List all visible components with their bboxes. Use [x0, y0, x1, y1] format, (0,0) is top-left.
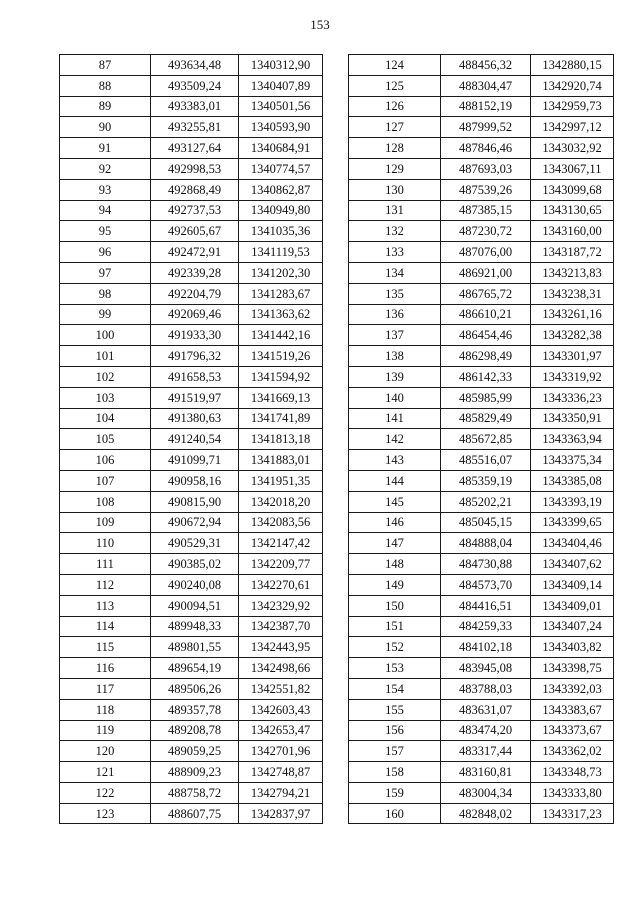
y-coordinate-cell: 1343348,73	[531, 762, 614, 783]
table-row	[349, 782, 614, 803]
point-number-cell: 156	[349, 720, 441, 741]
x-coordinate-cell: 490815,90	[151, 491, 239, 512]
point-number-cell: 136	[349, 304, 441, 325]
y-coordinate-cell: 1343350,91	[531, 408, 614, 429]
table-row	[60, 595, 323, 616]
point-number-cell: 96	[60, 242, 151, 263]
y-coordinate-cell: 1340774,57	[239, 158, 323, 179]
y-coordinate-cell: 1343282,38	[531, 325, 614, 346]
table-row	[349, 470, 614, 491]
x-coordinate-cell: 492339,28	[151, 262, 239, 283]
point-number-cell: 124	[349, 55, 441, 76]
point-number-cell: 140	[349, 387, 441, 408]
point-number-cell: 116	[60, 658, 151, 679]
x-coordinate-cell: 492605,67	[151, 221, 239, 242]
table-row	[349, 366, 614, 387]
table-row	[60, 304, 323, 325]
table-row	[60, 574, 323, 595]
x-coordinate-cell: 491380,63	[151, 408, 239, 429]
table-row	[349, 200, 614, 221]
table-row	[60, 346, 323, 367]
x-coordinate-cell: 493383,01	[151, 96, 239, 117]
table-row	[349, 720, 614, 741]
y-coordinate-cell: 1343362,02	[531, 741, 614, 762]
y-coordinate-cell: 1343187,72	[531, 242, 614, 263]
x-coordinate-cell: 488152,19	[441, 96, 531, 117]
x-coordinate-cell: 483788,03	[441, 678, 531, 699]
x-coordinate-cell: 488456,32	[441, 55, 531, 76]
y-coordinate-cell: 1342018,20	[239, 491, 323, 512]
x-coordinate-cell: 489948,33	[151, 616, 239, 637]
x-coordinate-cell: 484102,18	[441, 637, 531, 658]
table-row	[60, 408, 323, 429]
point-number-cell: 147	[349, 533, 441, 554]
point-number-cell: 150	[349, 595, 441, 616]
y-coordinate-cell: 1341283,67	[239, 283, 323, 304]
x-coordinate-cell: 486142,33	[441, 366, 531, 387]
point-number-cell: 144	[349, 470, 441, 491]
x-coordinate-cell: 485829,49	[441, 408, 531, 429]
y-coordinate-cell: 1343317,23	[531, 803, 614, 824]
table-row	[349, 408, 614, 429]
x-coordinate-cell: 492204,79	[151, 283, 239, 304]
table-row	[349, 574, 614, 595]
y-coordinate-cell: 1341202,30	[239, 262, 323, 283]
table-row	[60, 491, 323, 512]
point-number-cell: 121	[60, 762, 151, 783]
point-number-cell: 93	[60, 179, 151, 200]
table-row	[349, 242, 614, 263]
point-number-cell: 106	[60, 450, 151, 471]
x-coordinate-cell: 488304,47	[441, 75, 531, 96]
table-row	[349, 699, 614, 720]
point-number-cell: 114	[60, 616, 151, 637]
table-row	[349, 221, 614, 242]
x-coordinate-cell: 485516,07	[441, 450, 531, 471]
y-coordinate-cell: 1343160,00	[531, 221, 614, 242]
y-coordinate-cell: 1342603,43	[239, 699, 323, 720]
point-number-cell: 152	[349, 637, 441, 658]
point-number-cell: 160	[349, 803, 441, 824]
x-coordinate-cell: 487539,26	[441, 179, 531, 200]
x-coordinate-cell: 493634,48	[151, 55, 239, 76]
table-row	[349, 75, 614, 96]
x-coordinate-cell: 486921,00	[441, 262, 531, 283]
point-number-cell: 125	[349, 75, 441, 96]
point-number-cell: 95	[60, 221, 151, 242]
x-coordinate-cell: 487693,03	[441, 158, 531, 179]
x-coordinate-cell: 484416,51	[441, 595, 531, 616]
table-row	[60, 242, 323, 263]
y-coordinate-cell: 1342209,77	[239, 554, 323, 575]
point-number-cell: 113	[60, 595, 151, 616]
point-number-cell: 155	[349, 699, 441, 720]
x-coordinate-cell: 489654,19	[151, 658, 239, 679]
x-coordinate-cell: 491933,30	[151, 325, 239, 346]
table-row	[60, 782, 323, 803]
y-coordinate-cell: 1342920,74	[531, 75, 614, 96]
y-coordinate-cell: 1342653,47	[239, 720, 323, 741]
table-row	[349, 346, 614, 367]
y-coordinate-cell: 1343375,34	[531, 450, 614, 471]
x-coordinate-cell: 483945,08	[441, 658, 531, 679]
table-row	[60, 429, 323, 450]
table-row	[60, 803, 323, 824]
y-coordinate-cell: 1343398,75	[531, 658, 614, 679]
x-coordinate-cell: 493509,24	[151, 75, 239, 96]
point-number-cell: 90	[60, 117, 151, 138]
point-number-cell: 134	[349, 262, 441, 283]
table-row	[60, 75, 323, 96]
point-number-cell: 137	[349, 325, 441, 346]
point-number-cell: 146	[349, 512, 441, 533]
point-number-cell: 105	[60, 429, 151, 450]
point-number-cell: 153	[349, 658, 441, 679]
x-coordinate-cell: 487076,00	[441, 242, 531, 263]
point-number-cell: 97	[60, 262, 151, 283]
y-coordinate-cell: 1341951,35	[239, 470, 323, 491]
table-row	[349, 616, 614, 637]
table-row	[349, 491, 614, 512]
x-coordinate-cell: 490958,16	[151, 470, 239, 491]
y-coordinate-cell: 1343409,14	[531, 574, 614, 595]
table-row	[60, 200, 323, 221]
table-row	[349, 117, 614, 138]
point-number-cell: 135	[349, 283, 441, 304]
y-coordinate-cell: 1343067,11	[531, 158, 614, 179]
x-coordinate-cell: 485359,19	[441, 470, 531, 491]
point-number-cell: 103	[60, 387, 151, 408]
y-coordinate-cell: 1343333,80	[531, 782, 614, 803]
table-row	[349, 262, 614, 283]
x-coordinate-cell: 493127,64	[151, 138, 239, 159]
x-coordinate-cell: 492737,53	[151, 200, 239, 221]
table-row	[60, 387, 323, 408]
table-row	[60, 262, 323, 283]
table-row	[60, 450, 323, 471]
x-coordinate-cell: 491796,32	[151, 346, 239, 367]
x-coordinate-cell: 484888,04	[441, 533, 531, 554]
table-row	[60, 616, 323, 637]
y-coordinate-cell: 1340312,90	[239, 55, 323, 76]
table-row	[349, 138, 614, 159]
y-coordinate-cell: 1343238,31	[531, 283, 614, 304]
x-coordinate-cell: 488607,75	[151, 803, 239, 824]
point-number-cell: 98	[60, 283, 151, 304]
x-coordinate-cell: 488909,23	[151, 762, 239, 783]
point-number-cell: 145	[349, 491, 441, 512]
y-coordinate-cell: 1340684,91	[239, 138, 323, 159]
y-coordinate-cell: 1342387,70	[239, 616, 323, 637]
x-coordinate-cell: 485202,21	[441, 491, 531, 512]
point-number-cell: 123	[60, 803, 151, 824]
point-number-cell: 122	[60, 782, 151, 803]
y-coordinate-cell: 1342270,61	[239, 574, 323, 595]
table-row	[60, 221, 323, 242]
y-coordinate-cell: 1342748,87	[239, 762, 323, 783]
x-coordinate-cell: 489208,78	[151, 720, 239, 741]
point-number-cell: 151	[349, 616, 441, 637]
x-coordinate-cell: 491519,97	[151, 387, 239, 408]
y-coordinate-cell: 1340949,80	[239, 200, 323, 221]
y-coordinate-cell: 1343319,92	[531, 366, 614, 387]
x-coordinate-cell: 483317,44	[441, 741, 531, 762]
x-coordinate-cell: 492472,91	[151, 242, 239, 263]
y-coordinate-cell: 1343407,62	[531, 554, 614, 575]
table-row	[349, 304, 614, 325]
y-coordinate-cell: 1343383,67	[531, 699, 614, 720]
x-coordinate-cell: 487385,15	[441, 200, 531, 221]
y-coordinate-cell: 1342329,92	[239, 595, 323, 616]
table-row	[60, 55, 323, 76]
table-row	[349, 450, 614, 471]
coordinates-table-right	[348, 54, 614, 824]
point-number-cell: 138	[349, 346, 441, 367]
point-number-cell: 87	[60, 55, 151, 76]
x-coordinate-cell: 485985,99	[441, 387, 531, 408]
point-number-cell: 127	[349, 117, 441, 138]
point-number-cell: 149	[349, 574, 441, 595]
x-coordinate-cell: 486610,21	[441, 304, 531, 325]
table-row	[349, 158, 614, 179]
table-row	[349, 512, 614, 533]
point-number-cell: 112	[60, 574, 151, 595]
table-row	[349, 658, 614, 679]
x-coordinate-cell: 491099,71	[151, 450, 239, 471]
table-row	[60, 658, 323, 679]
x-coordinate-cell: 483004,34	[441, 782, 531, 803]
x-coordinate-cell: 492998,53	[151, 158, 239, 179]
x-coordinate-cell: 489059,25	[151, 741, 239, 762]
x-coordinate-cell: 485672,85	[441, 429, 531, 450]
table-row	[60, 117, 323, 138]
y-coordinate-cell: 1341035,36	[239, 221, 323, 242]
x-coordinate-cell: 492069,46	[151, 304, 239, 325]
table-row	[60, 637, 323, 658]
point-number-cell: 107	[60, 470, 151, 491]
y-coordinate-cell: 1340862,87	[239, 179, 323, 200]
point-number-cell: 120	[60, 741, 151, 762]
table-row	[349, 533, 614, 554]
y-coordinate-cell: 1341594,92	[239, 366, 323, 387]
point-number-cell: 143	[349, 450, 441, 471]
y-coordinate-cell: 1343392,03	[531, 678, 614, 699]
table-row	[349, 803, 614, 824]
table-row	[349, 179, 614, 200]
point-number-cell: 91	[60, 138, 151, 159]
point-number-cell: 101	[60, 346, 151, 367]
y-coordinate-cell: 1342880,15	[531, 55, 614, 76]
y-coordinate-cell: 1343399,65	[531, 512, 614, 533]
point-number-cell: 139	[349, 366, 441, 387]
page-number: 153	[310, 17, 330, 32]
y-coordinate-cell: 1342701,96	[239, 741, 323, 762]
y-coordinate-cell: 1343261,16	[531, 304, 614, 325]
table-row	[60, 699, 323, 720]
y-coordinate-cell: 1341741,89	[239, 408, 323, 429]
table-row	[60, 533, 323, 554]
table-row	[60, 366, 323, 387]
y-coordinate-cell: 1342147,42	[239, 533, 323, 554]
x-coordinate-cell: 489506,26	[151, 678, 239, 699]
y-coordinate-cell: 1342959,73	[531, 96, 614, 117]
x-coordinate-cell: 482848,02	[441, 803, 531, 824]
y-coordinate-cell: 1341883,01	[239, 450, 323, 471]
y-coordinate-cell: 1340593,90	[239, 117, 323, 138]
table-row	[60, 96, 323, 117]
x-coordinate-cell: 493255,81	[151, 117, 239, 138]
point-number-cell: 110	[60, 533, 151, 554]
y-coordinate-cell: 1343336,23	[531, 387, 614, 408]
x-coordinate-cell: 484573,70	[441, 574, 531, 595]
point-number-cell: 108	[60, 491, 151, 512]
point-number-cell: 132	[349, 221, 441, 242]
x-coordinate-cell: 483474,20	[441, 720, 531, 741]
x-coordinate-cell: 483160,81	[441, 762, 531, 783]
table-row	[349, 55, 614, 76]
point-number-cell: 115	[60, 637, 151, 658]
x-coordinate-cell: 490385,02	[151, 554, 239, 575]
table-row	[349, 387, 614, 408]
y-coordinate-cell: 1341119,53	[239, 242, 323, 263]
x-coordinate-cell: 490672,94	[151, 512, 239, 533]
table-row	[60, 512, 323, 533]
x-coordinate-cell: 491240,54	[151, 429, 239, 450]
y-coordinate-cell: 1343363,94	[531, 429, 614, 450]
x-coordinate-cell: 487230,72	[441, 221, 531, 242]
y-coordinate-cell: 1340501,56	[239, 96, 323, 117]
y-coordinate-cell: 1343385,08	[531, 470, 614, 491]
table-row	[349, 429, 614, 450]
point-number-cell: 128	[349, 138, 441, 159]
y-coordinate-cell: 1341519,26	[239, 346, 323, 367]
x-coordinate-cell: 492868,49	[151, 179, 239, 200]
y-coordinate-cell: 1343407,24	[531, 616, 614, 637]
x-coordinate-cell: 487999,52	[441, 117, 531, 138]
table-row	[349, 283, 614, 304]
table-row	[60, 470, 323, 491]
point-number-cell: 94	[60, 200, 151, 221]
y-coordinate-cell: 1341363,62	[239, 304, 323, 325]
point-number-cell: 102	[60, 366, 151, 387]
y-coordinate-cell: 1342794,21	[239, 782, 323, 803]
y-coordinate-cell: 1343393,19	[531, 491, 614, 512]
y-coordinate-cell: 1342997,12	[531, 117, 614, 138]
y-coordinate-cell: 1343032,92	[531, 138, 614, 159]
point-number-cell: 92	[60, 158, 151, 179]
y-coordinate-cell: 1342083,56	[239, 512, 323, 533]
x-coordinate-cell: 487846,46	[441, 138, 531, 159]
y-coordinate-cell: 1343409,01	[531, 595, 614, 616]
point-number-cell: 154	[349, 678, 441, 699]
table-row	[349, 762, 614, 783]
point-number-cell: 130	[349, 179, 441, 200]
x-coordinate-cell: 483631,07	[441, 699, 531, 720]
point-number-cell: 148	[349, 554, 441, 575]
table-row	[60, 179, 323, 200]
x-coordinate-cell: 491658,53	[151, 366, 239, 387]
point-number-cell: 131	[349, 200, 441, 221]
x-coordinate-cell: 486298,49	[441, 346, 531, 367]
y-coordinate-cell: 1343373,67	[531, 720, 614, 741]
point-number-cell: 117	[60, 678, 151, 699]
x-coordinate-cell: 490529,31	[151, 533, 239, 554]
y-coordinate-cell: 1342443,95	[239, 637, 323, 658]
y-coordinate-cell: 1340407,89	[239, 75, 323, 96]
point-number-cell: 99	[60, 304, 151, 325]
table-row	[60, 741, 323, 762]
table-row	[60, 678, 323, 699]
x-coordinate-cell: 488758,72	[151, 782, 239, 803]
y-coordinate-cell: 1342551,82	[239, 678, 323, 699]
table-row	[349, 554, 614, 575]
x-coordinate-cell: 486454,46	[441, 325, 531, 346]
y-coordinate-cell: 1343403,82	[531, 637, 614, 658]
point-number-cell: 89	[60, 96, 151, 117]
point-number-cell: 104	[60, 408, 151, 429]
x-coordinate-cell: 490094,51	[151, 595, 239, 616]
table-row	[349, 595, 614, 616]
y-coordinate-cell: 1341669,13	[239, 387, 323, 408]
point-number-cell: 157	[349, 741, 441, 762]
point-number-cell: 158	[349, 762, 441, 783]
x-coordinate-cell: 486765,72	[441, 283, 531, 304]
point-number-cell: 129	[349, 158, 441, 179]
y-coordinate-cell: 1343130,65	[531, 200, 614, 221]
table-row	[60, 138, 323, 159]
table-row	[60, 720, 323, 741]
point-number-cell: 88	[60, 75, 151, 96]
y-coordinate-cell: 1343213,83	[531, 262, 614, 283]
point-number-cell: 118	[60, 699, 151, 720]
x-coordinate-cell: 489801,55	[151, 637, 239, 658]
table-row	[60, 762, 323, 783]
point-number-cell: 111	[60, 554, 151, 575]
table-row	[349, 741, 614, 762]
y-coordinate-cell: 1343099,68	[531, 179, 614, 200]
y-coordinate-cell: 1341442,16	[239, 325, 323, 346]
y-coordinate-cell: 1341813,18	[239, 429, 323, 450]
table-row	[349, 637, 614, 658]
x-coordinate-cell: 484259,33	[441, 616, 531, 637]
table-row	[349, 96, 614, 117]
point-number-cell: 133	[349, 242, 441, 263]
point-number-cell: 100	[60, 325, 151, 346]
y-coordinate-cell: 1342498,66	[239, 658, 323, 679]
x-coordinate-cell: 484730,88	[441, 554, 531, 575]
table-row	[60, 554, 323, 575]
point-number-cell: 109	[60, 512, 151, 533]
point-number-cell: 159	[349, 782, 441, 803]
table-row	[60, 283, 323, 304]
table-row	[60, 325, 323, 346]
y-coordinate-cell: 1343404,46	[531, 533, 614, 554]
y-coordinate-cell: 1343301,97	[531, 346, 614, 367]
x-coordinate-cell: 485045,15	[441, 512, 531, 533]
y-coordinate-cell: 1342837,97	[239, 803, 323, 824]
coordinates-table-left	[59, 54, 323, 824]
point-number-cell: 142	[349, 429, 441, 450]
table-row	[349, 325, 614, 346]
point-number-cell: 141	[349, 408, 441, 429]
table-row	[60, 158, 323, 179]
point-number-cell: 126	[349, 96, 441, 117]
point-number-cell: 119	[60, 720, 151, 741]
x-coordinate-cell: 489357,78	[151, 699, 239, 720]
x-coordinate-cell: 490240,08	[151, 574, 239, 595]
table-row	[349, 678, 614, 699]
